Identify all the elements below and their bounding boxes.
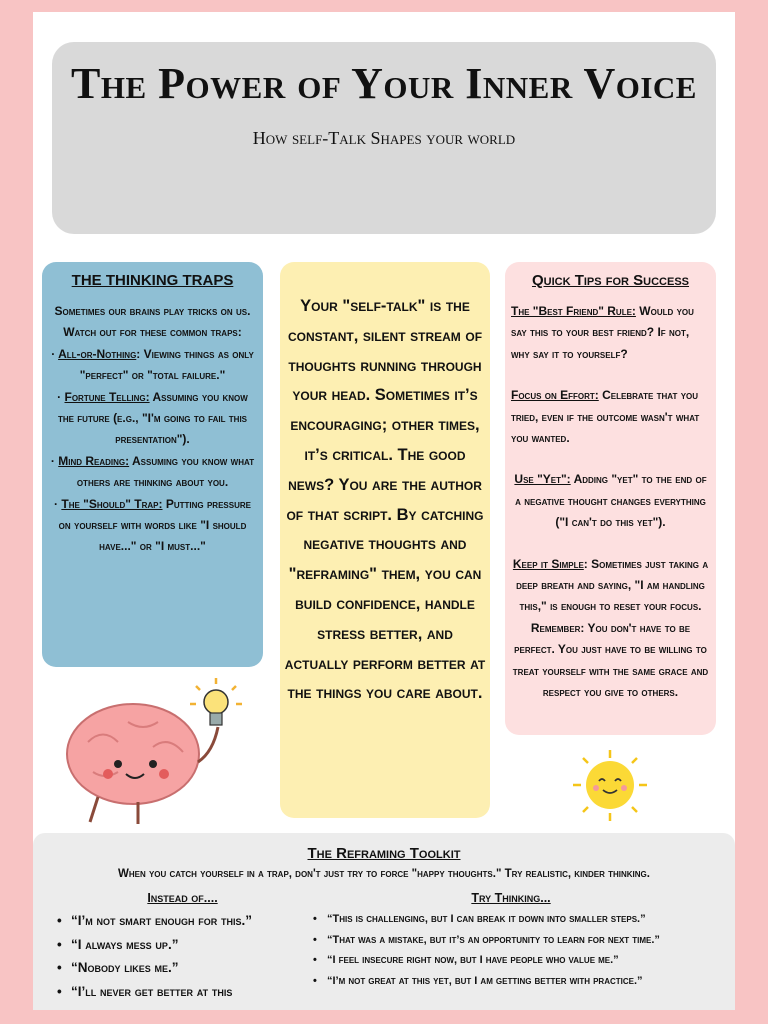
brain-icon [67, 704, 218, 824]
list-item: • “I’m not smart enough for this.” [55, 909, 310, 933]
tip-item: Use "Yet": Adding "yet" to the end of a negative thought changes everything ("I can't do this yet"). [514, 472, 707, 530]
remember-text: Remember: You don't have to be perfect. You just have to be willing to treat yourself with the same grace and respect you give to others. [512, 620, 709, 700]
list-item: • “I feel insecure right now, but I have people who value me.” [311, 950, 711, 971]
thinking-traps-heading: THE THINKING TRAPS [71, 272, 234, 289]
trap-item: · Fortune Telling: Assuming you know the future (e.g., "I'm going to fail this presentation"). [57, 389, 248, 447]
instead-of-heading: Instead of.... [147, 891, 218, 905]
tip-item: The "Best Friend" Rule: Would you say this to your best friend? If not, why say it to yourself? [511, 304, 694, 361]
quick-tips-panel [505, 262, 716, 735]
trap-item: · The "Should" Trap: Putting pressure on yourself with words like "I should have..." or "I must..." [54, 496, 251, 554]
lightbulb-icon [190, 678, 242, 725]
list-item: • “This is challenging, but I can break it down into smaller steps.” [311, 909, 711, 930]
page-title: The Power of Your Inner Voice [71, 59, 697, 108]
list-item: • “That was a mistake, but it’s an opportunity to learn for next time.” [311, 930, 711, 951]
toolkit-title: The Reframing Toolkit [307, 845, 461, 862]
page-subtitle: How self-Talk Shapes your world [252, 128, 516, 148]
header-banner [52, 42, 716, 234]
list-item: • “I’m not great at this yet, but I am getting better with practice.” [311, 971, 711, 992]
smiling-sun-icon [565, 748, 655, 823]
reframing-toolkit-panel [33, 833, 735, 1010]
trap-item: · Mind Reading: Assuming you know what others are thinking about you. [50, 453, 255, 490]
trap-item: · All-or-Nothing: Viewing things as only "perfect" or "total failure." [51, 346, 254, 383]
quick-tips-heading: Quick Tips for Success [531, 272, 690, 289]
list-item: • “I always mess up.” [55, 933, 310, 957]
traps-intro: Sometimes our brains play tricks on us. Watch out for these common traps: [54, 304, 251, 340]
try-thinking-column [311, 891, 711, 991]
instead-of-column [55, 891, 310, 1003]
self-talk-text: Your "self-talk" is the constant, silent stream of thoughts running through your head. Sometimes it’s encouraging; other times, it’s critical. The good news? You are the author of that script. By catching negative thoughts and "reframing" them, you can build confidence, handle stress better, and actually perform better at the things you care about. [284, 297, 486, 703]
thinking-traps-panel [42, 262, 263, 667]
try-thinking-heading: Try Thinking... [471, 891, 551, 905]
brain-lightbulb-illustration [58, 672, 248, 827]
self-talk-panel [280, 262, 490, 818]
list-item: • “Nobody likes me.” [55, 956, 310, 980]
tip-item: Keep it Simple: Sometimes just taking a deep breath and saying, "I am handling this," is enough to reset your focus. [512, 556, 709, 614]
toolkit-subtitle: When you catch yourself in a trap, don't just try to force "happy thoughts." Try realistic, kinder thinking. [118, 868, 650, 880]
tip-item: Focus on Effort: Celebrate that you tried, even if the outcome wasn't what you wanted. [511, 388, 700, 446]
list-item: • “I’ll never get better at this [55, 980, 310, 1004]
